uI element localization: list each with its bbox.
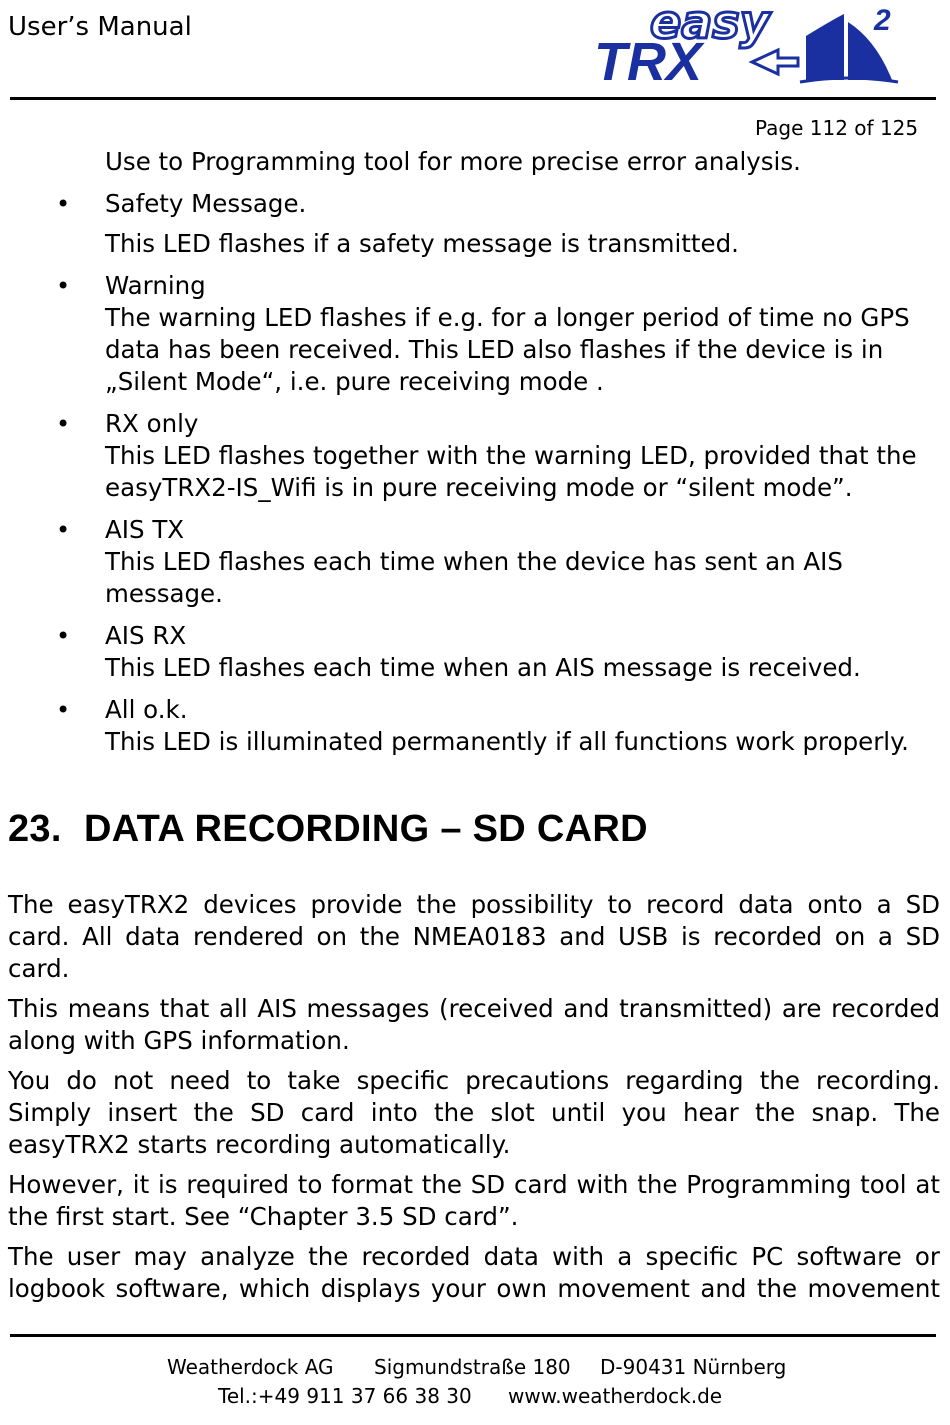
section-heading bbox=[8, 808, 648, 851]
footer-website: www.weatherdock.de bbox=[508, 1384, 723, 1408]
footer-company: Weatherdock AG bbox=[167, 1355, 334, 1379]
logo-word-easy: easy bbox=[650, 0, 770, 49]
section-title: DATA RECORDING – SD CARD bbox=[84, 808, 648, 850]
list-item-title: AIS RX bbox=[105, 621, 187, 650]
led-description-list bbox=[8, 146, 940, 758]
list-item-text: data has been received. This LED also flashes if the device is in bbox=[105, 335, 884, 364]
bullet-icon: • bbox=[56, 622, 71, 650]
intro-line: Use to Programming tool for more precise error analysis. bbox=[105, 147, 801, 176]
list-item-text: The warning LED flashes if e.g. for a longer period of time no GPS bbox=[105, 303, 910, 332]
logo-superscript: 2 bbox=[874, 4, 891, 37]
paragraph: However, it is required to format the SD card with the Programming tool at the first start. See “Chapter 3.5 SD card”. bbox=[8, 1170, 940, 1231]
list-item-text: This LED is illuminated permanently if all functions work properly. bbox=[105, 727, 909, 756]
list-item-text: This LED flashes each time when the device has sent an AIS bbox=[105, 547, 843, 576]
header-rule bbox=[10, 97, 936, 100]
paragraph: The easyTRX2 devices provide the possibility to record data onto a SD card. All data rendered on the NMEA0183 and USB is recorded on a SD card. bbox=[8, 890, 940, 983]
list-item-warning bbox=[8, 270, 940, 398]
list-item-title: RX only bbox=[105, 409, 199, 438]
list-item-text: message. bbox=[105, 579, 223, 608]
list-item-rx-only bbox=[8, 408, 940, 504]
bullet-icon: • bbox=[56, 410, 71, 438]
paragraph: This means that all AIS messages (received and transmitted) are recorded along with GPS information. bbox=[8, 994, 940, 1055]
section-body bbox=[8, 889, 940, 1313]
logo-word-trx: TRX bbox=[594, 32, 702, 90]
list-item-text: This LED flashes together with the warning LED, provided that the bbox=[105, 441, 917, 470]
bullet-icon: • bbox=[56, 190, 71, 218]
easytrx2-logo bbox=[592, 0, 904, 90]
list-item-title: Warning bbox=[105, 271, 206, 300]
header-title: User’s Manual bbox=[8, 12, 192, 42]
list-item-text: easyTRX2-IS_Wifi is in pure receiving mode or “silent mode”. bbox=[105, 473, 853, 502]
list-item-title: AIS TX bbox=[105, 515, 185, 544]
list-item-all-ok bbox=[8, 694, 940, 758]
bullet-icon: • bbox=[56, 516, 71, 544]
section-number: 23. bbox=[8, 808, 62, 850]
list-item-text: This LED flashes each time when an AIS message is received. bbox=[105, 653, 861, 682]
logo-arrow-icon bbox=[752, 50, 798, 74]
paragraph: The user may analyze the recorded data with a specific PC software or logbook software, which displays your own movement and the movement bbox=[8, 1242, 940, 1303]
bullet-icon: • bbox=[56, 272, 71, 300]
list-item-ais-rx bbox=[8, 620, 940, 684]
footer-rule bbox=[10, 1334, 936, 1337]
list-item-title: All o.k. bbox=[105, 695, 188, 724]
footer-phone: Tel.:+49 911 37 66 38 30 bbox=[218, 1384, 472, 1408]
list-item-ais-tx bbox=[8, 514, 940, 610]
list-item-title: Safety Message. bbox=[105, 189, 307, 218]
list-item-text: „Silent Mode“, i.e. pure receiving mode . bbox=[105, 367, 604, 396]
list-item-safety-message bbox=[8, 188, 940, 260]
bullet-icon: • bbox=[56, 696, 71, 724]
paragraph: You do not need to take specific precautions regarding the recording. Simply insert the SD card into the slot until you hear the snap. The easyTRX2 starts recording automatically. bbox=[8, 1066, 940, 1159]
page-number: Page 112 of 125 bbox=[755, 116, 919, 140]
footer-street: Sigmundstraße 180 bbox=[374, 1355, 571, 1379]
logo-sail-icon bbox=[806, 14, 844, 80]
list-item-text: This LED flashes if a safety message is transmitted. bbox=[105, 229, 739, 258]
footer-city: D-90431 Nürnberg bbox=[600, 1355, 787, 1379]
